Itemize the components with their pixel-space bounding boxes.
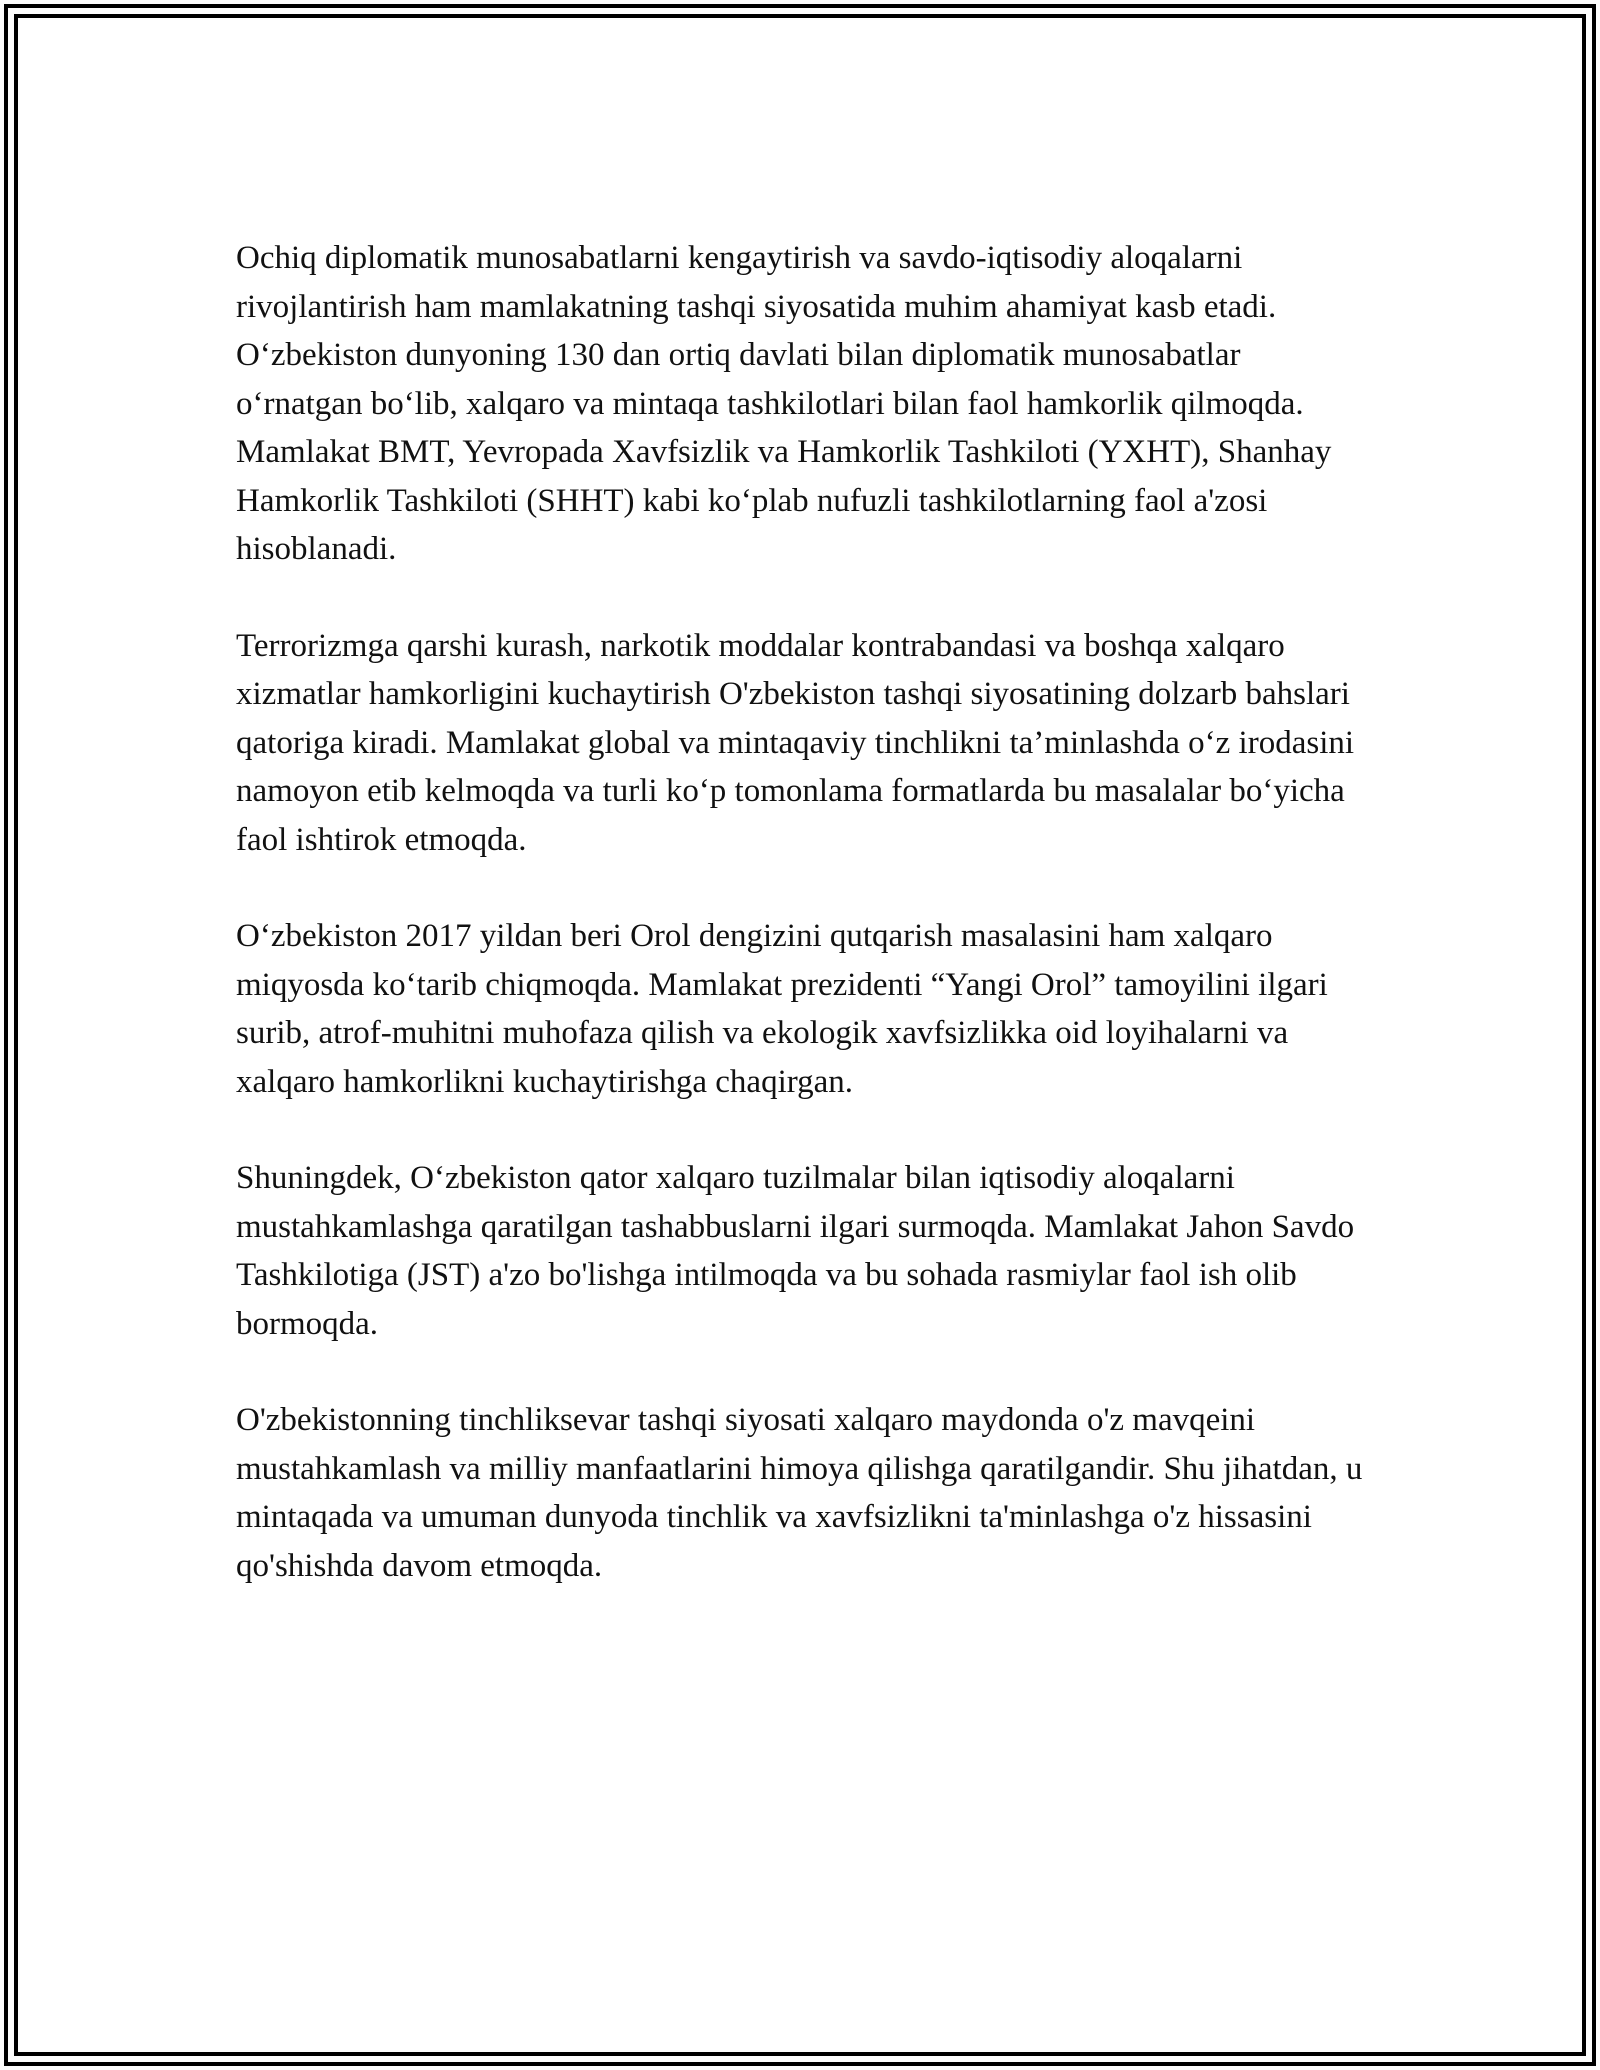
paragraph-4: Shuningdek, O‘zbekiston qator xalqaro tuzilmalar bilan iqtisodiy aloqalarni mustahkamlashga qaratilgan tashabbuslarni ilgari surmoqda. Mamlakat Jahon Savdo Tashkilotiga (JST) a'zo bo'lishga intilmoqda va bu sohada rasmiylar faol ish olib bormoqda. [236, 1160, 1355, 1342]
paragraph-5: O'zbekistonning tinchliksevar tashqi siyosati xalqaro maydonda o'z mavqeini mustahkamlash va milliy manfaatlarini himoya qilishga qaratilgandir. Shu jihatdan, u mintaqada va umuman dunyoda tinchlik va xavfsizlikni ta'minlashga o'z hissasini qo'shishda davom etmoqda. [236, 1402, 1363, 1584]
paragraph-3: O‘zbekiston 2017 yildan beri Orol dengizini qutqarish masalasini ham xalqaro miqyosda ko‘tarib chiqmoqda. Mamlakat prezidenti “Yangi Orol” tamoyilini ilgari surib, atrof-muhitni muhofaza qilish va ekologik xavfsizlikka oid loyihalarni va xalqaro hamkorlikni kuchaytirishga chaqirgan. [236, 918, 1328, 1100]
document-body [236, 234, 1366, 1590]
paragraph-1: Ochiq diplomatik munosabatlarni kengaytirish va savdo-iqtisodiy aloqalarni rivojlantirish ham mamlakatning tashqi siyosatida muhim ahamiyat kasb etadi. O‘zbekiston dunyoning 130 dan ortiq davlati bilan diplomatik munosabatlar o‘rnatgan bo‘lib, xalqaro va mintaqa tashkilotlari bilan faol hamkorlik qilmoqda. Mamlakat BMT, Yevropada Xavfsizlik va Hamkorlik Tashkiloti (YXHT), Shanhay Hamkorlik Tashkiloti (SHHT) kabi ko‘plab nufuzli tashkilotlarning faol a'zosi hisoblanadi. [236, 240, 1332, 567]
paragraph-2: Terrorizmga qarshi kurash, narkotik moddalar kontrabandasi va boshqa xalqaro xizmatlar hamkorligini kuchaytirish O'zbekiston tashqi siyosatining dolzarb bahslari qatoriga kiradi. Mamlakat global va mintaqaviy tinchlikni ta’minlashda o‘z irodasini namoyon etib kelmoqda va turli ko‘p tomonlama formatlarda bu masalalar bo‘yicha faol ishtirok etmoqda. [236, 627, 1355, 858]
